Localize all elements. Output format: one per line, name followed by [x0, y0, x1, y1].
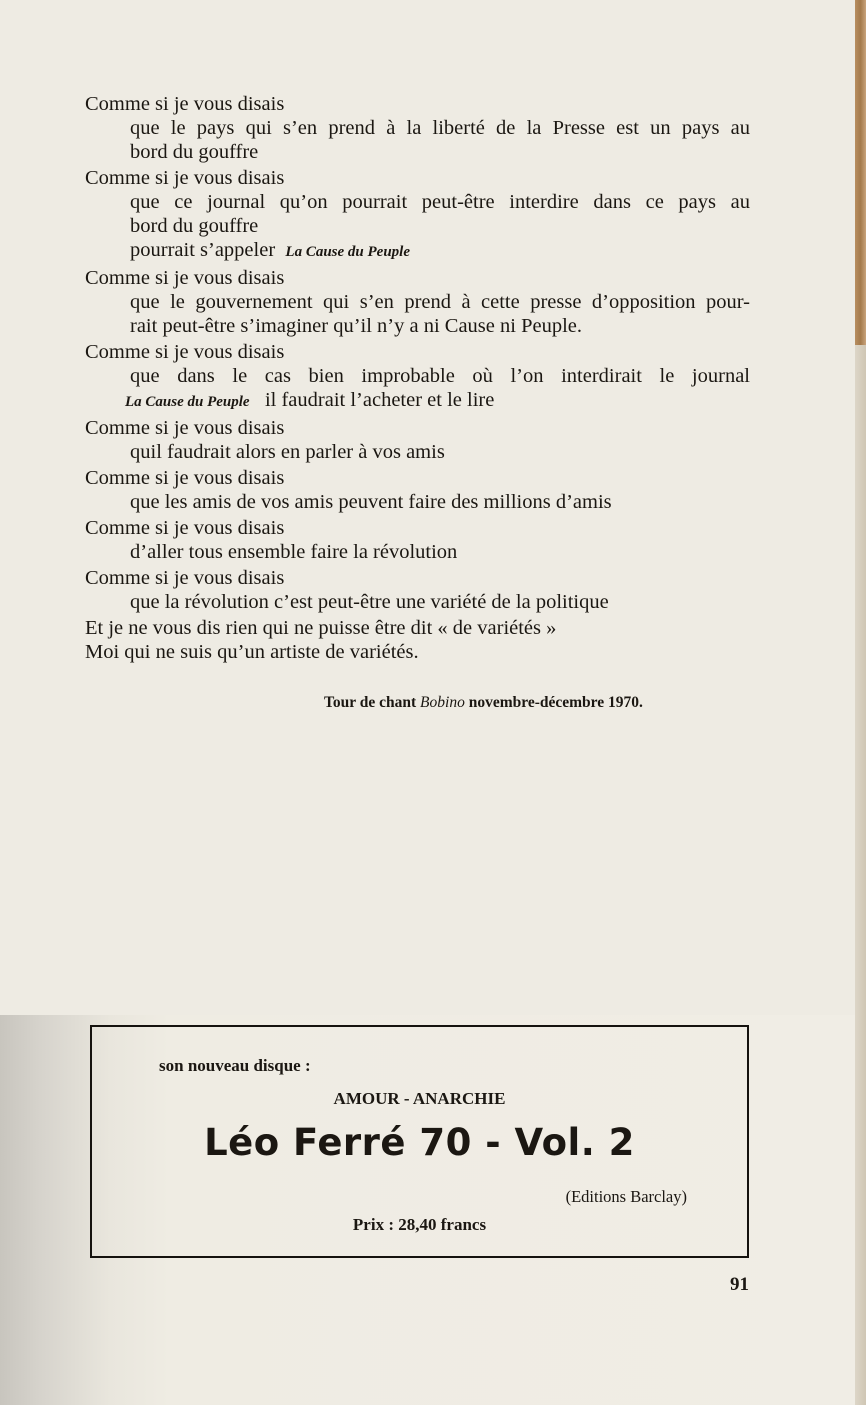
verse-line: quil faudrait alors en parler à vos amis — [130, 441, 445, 463]
refrain: Comme si je vous disais — [85, 341, 285, 363]
poem — [85, 92, 750, 664]
verse-line: bord du gouffre — [130, 141, 259, 163]
stanza-8 — [85, 566, 750, 614]
verse-line: que ce journal qu’on pourrait peut-être interdire dans ce pays au — [130, 191, 750, 213]
refrain: Comme si je vous disais — [85, 267, 285, 289]
stanza-6 — [85, 466, 750, 514]
closing-line: Et je ne vous dis rien qui ne puisse être dit « de variétés » — [85, 617, 557, 639]
page-number: 91 — [730, 1274, 749, 1295]
refrain: Comme si je vous disais — [85, 417, 285, 439]
stanza-4 — [85, 340, 750, 414]
stanza-1 — [85, 92, 750, 164]
refrain: Comme si je vous disais — [85, 93, 285, 115]
ad-title: Léo Ferré 70 - Vol. 2 — [204, 1121, 635, 1164]
newspaper-title: La Cause du Peuple — [285, 244, 410, 260]
credit-date: novembre-décembre 1970. — [468, 694, 643, 711]
stanza-5 — [85, 416, 750, 464]
next-page-edge-lower — [855, 345, 866, 1405]
verse-line: que le pays qui s’en prend à la liberté de la Presse est un pays au — [130, 117, 750, 139]
ad-intro: son nouveau disque : — [159, 1056, 311, 1075]
refrain: Comme si je vous disais — [85, 567, 285, 589]
verse-line: que les amis de vos amis peuvent faire des millions d’amis — [130, 491, 612, 513]
performance-credit — [324, 694, 643, 712]
credit-venue: Bobino — [420, 694, 465, 711]
verse-line — [85, 388, 750, 414]
refrain: Comme si je vous disais — [85, 167, 285, 189]
closing-line: Moi qui ne suis qu’un artiste de variétés. — [85, 641, 419, 663]
verse-line: bord du gouffre — [130, 215, 259, 237]
ad-price: Prix : 28,40 francs — [352, 1215, 487, 1234]
credit-prefix: Tour de chant — [324, 694, 417, 711]
verse-line: rait peut-être s’imaginer qu’il n’y a ni Cause ni Peuple. — [130, 315, 583, 337]
verse-line: que le gouvernement qui s’en prend à cette presse d’opposition pour- — [130, 291, 750, 313]
verse-line: que la révolution c’est peut-être une variété de la politique — [130, 591, 609, 613]
stanza-3 — [85, 266, 750, 338]
stanza-7 — [85, 516, 750, 564]
record-advertisement — [90, 1025, 749, 1258]
verse-line: que dans le cas bien improbable où l’on interdirait le journal — [130, 365, 750, 387]
ad-label: (Editions Barclay) — [565, 1187, 687, 1206]
verse-text: il faudrait l’acheter et le lire — [264, 389, 495, 411]
verse-line — [85, 238, 750, 264]
refrain: Comme si je vous disais — [85, 517, 285, 539]
refrain: Comme si je vous disais — [85, 467, 285, 489]
verse-line: d’aller tous ensemble faire la révolution — [130, 541, 458, 563]
ad-album: AMOUR - ANARCHIE — [333, 1089, 506, 1108]
stanza-2 — [85, 166, 750, 264]
verse-text: pourrait s’appeler — [130, 239, 276, 261]
newspaper-title: La Cause du Peuple — [125, 394, 250, 410]
